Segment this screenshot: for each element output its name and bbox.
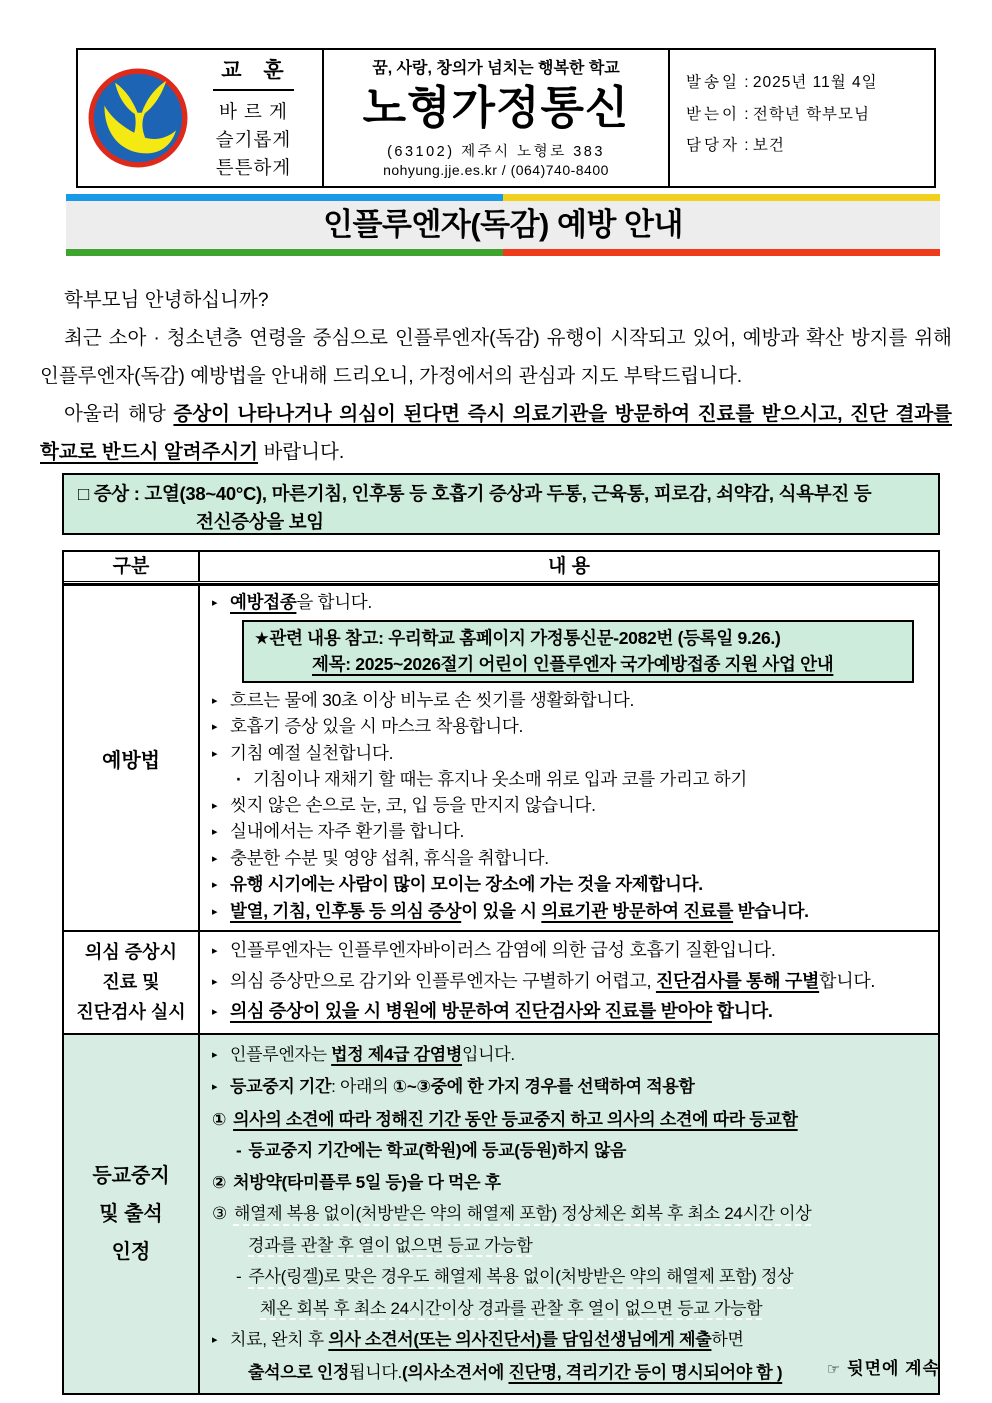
content-line: ③ 해열제 복용 없이(처방받은 약의 해열제 포함) 정상체온 회복 후 최소 24시간 이상 bbox=[206, 1198, 934, 1230]
checkbox-square-icon: □ 증상 : bbox=[78, 483, 145, 504]
content-line: ▸ 씻지 않은 손으로 눈, 코, 입 등을 만지지 않습니다. bbox=[206, 793, 934, 820]
bullet-triangle-icon: ▸ bbox=[212, 879, 218, 891]
reference-box bbox=[242, 620, 914, 683]
row-label-line: 예방법 bbox=[102, 749, 160, 772]
content-line: ▸ 등교중지 기간: 아래의 ①~③중에 한 가지 경우를 선택하여 적용함 bbox=[206, 1071, 934, 1104]
row-label-diagnosis bbox=[64, 932, 200, 1033]
content-line: ② 처방약(타미플루 5일 등)을 다 먹은 후 bbox=[206, 1167, 934, 1199]
content-line: ▸ 인플루엔자는 인플루엔자바이러스 감염에 의한 급성 호흡기 질환입니다. bbox=[206, 936, 934, 967]
content-line: ▸ 발열, 기침, 인후통 등 의심 증상이 있을 시 의료기관 방문하여 진료를 받습니다. bbox=[206, 899, 934, 926]
row-label-school-absence bbox=[64, 1035, 200, 1394]
table-header-content: 내 용 bbox=[548, 556, 590, 577]
school-slogan: 꿈, 사랑, 창의가 넘치는 행복한 학교 bbox=[372, 60, 620, 77]
table-row-school-absence bbox=[64, 1033, 938, 1394]
row-content-diagnosis bbox=[200, 932, 938, 1033]
motto-line: 튼튼하게 bbox=[215, 157, 292, 178]
bullet-triangle-icon: ▸ bbox=[212, 799, 218, 812]
content-line: ▸ 예방접종을 합니다. bbox=[206, 590, 934, 617]
paragraph: 최근 소아 · 청소년층 연령을 중심으로 인플루엔자(독감) 유행이 시작되고 있어, 예방과 확산 방지를 위해 인플루엔자(독감) 예방법을 안내해 드리오니, 가정에서의 관심과 지도 부탁드립니다. bbox=[40, 327, 952, 387]
content-line: ▸ 충분한 수분 및 영양 섭취, 휴식을 취합니다. bbox=[206, 846, 934, 873]
content-line: ▸ 의심 증상이 있을 시 병원에 방문하여 진단검사와 진료를 받아야 합니다. bbox=[206, 997, 934, 1028]
content-line: ▸ 흐르는 물에 30초 이상 비누로 손 씻기를 생활화합니다. bbox=[206, 688, 934, 715]
bullet-triangle-icon: ▸ bbox=[212, 747, 218, 760]
masthead bbox=[76, 48, 936, 188]
table-row-prevention bbox=[64, 584, 938, 930]
bullet-triangle-icon: ▸ bbox=[212, 1048, 218, 1061]
content-line: · 기침이나 재채기 할 때는 휴지나 옷소매 위로 입과 코를 가리고 하기 bbox=[206, 767, 934, 793]
content-line: - 주사(링겔)로 맞은 경우도 해열제 복용 없이(처방받은 약의 해열제 포함) 정상 bbox=[206, 1261, 934, 1293]
list-marker: ② bbox=[212, 1172, 227, 1192]
content-line: ▸ 의심 증상만으로 감기와 인플루엔자는 구별하기 어렵고, 진단검사를 통해 구별합니다. bbox=[206, 967, 934, 998]
bullet-triangle-icon: ▸ bbox=[212, 1334, 218, 1346]
row-label-prevention bbox=[64, 586, 200, 930]
bullet-triangle-icon: ▸ bbox=[212, 852, 218, 865]
table-header-category: 구분 bbox=[64, 552, 200, 581]
school-contact: nohyung.jje.es.kr / (064)740-8400 bbox=[383, 162, 609, 178]
content-line: ▸ 실내에서는 자주 환기를 합니다. bbox=[206, 819, 934, 846]
banner-bar-bottom-right bbox=[503, 249, 940, 256]
content-line: ▸ 치료, 완치 후 의사 소견서(또는 의사진단서)를 담임선생님에게 제출하면 bbox=[206, 1324, 934, 1357]
paragraph: 아울러 해당 증상이 나타나거나 의심이 된다면 즉시 의료기관을 방문하여 진료를 받으시고, 진단 결과를 학교로 반드시 알려주시기 바랍니다. bbox=[40, 403, 952, 463]
list-marker: - bbox=[236, 1267, 242, 1286]
row-label-line: 의심 증상시 bbox=[85, 942, 177, 963]
row-content-school-absence bbox=[200, 1035, 938, 1394]
title-banner bbox=[66, 194, 940, 256]
content-line: ▸ 유행 시기에는 사람이 많이 모이는 장소에 가는 것을 자제합니다. bbox=[206, 872, 934, 899]
table-row-diagnosis bbox=[64, 930, 938, 1033]
content-line: ▸ 기침 예절 실천합니다. bbox=[206, 741, 934, 768]
dispatch-date-row: 발송일 : 2025년 11월 4일 bbox=[686, 74, 878, 91]
school-motto bbox=[191, 54, 322, 182]
list-marker: ① bbox=[212, 1109, 227, 1129]
continued-text: 뒷면에 계속 bbox=[847, 1359, 940, 1378]
row-label-line: 진료 및 bbox=[102, 972, 160, 993]
bullet-triangle-icon: ▸ bbox=[212, 826, 218, 838]
bullet-triangle-icon: ▸ bbox=[212, 721, 218, 733]
content-table bbox=[62, 550, 940, 1395]
banner-bar-top bbox=[66, 194, 940, 201]
banner-bar-top-left bbox=[66, 194, 503, 201]
content-line: ① 의사의 소견에 따라 정해진 기간 동안 등교중지 하고 의사의 소견에 따라 등교함 bbox=[206, 1104, 934, 1136]
content-line: 경과를 관찰 후 열이 없으면 등교 가능함 bbox=[248, 1235, 533, 1255]
bullet-triangle-icon: ▸ bbox=[212, 975, 218, 988]
bullet-triangle-icon: ▸ bbox=[212, 694, 218, 707]
banner-bar-bottom bbox=[66, 249, 940, 256]
school-logo-icon bbox=[85, 65, 191, 171]
motto-title: 교 훈 bbox=[213, 54, 293, 91]
motto-line: 슬기롭게 bbox=[215, 129, 292, 150]
bullet-triangle-icon: ▸ bbox=[212, 905, 218, 918]
motto-line: 바 르 게 bbox=[219, 101, 288, 122]
bullet-triangle-icon: ▸ bbox=[212, 597, 218, 609]
table-header-row bbox=[64, 552, 938, 584]
reference-box-line: ★관련 내용 참고: 우리학교 홈페이지 가정통신문-2082번 (등록일 9.26.) bbox=[254, 627, 781, 648]
motto-section bbox=[78, 50, 324, 186]
row-label-line: 인정 bbox=[111, 1240, 151, 1263]
newsletter-title: 노형가정통신 bbox=[362, 82, 630, 133]
paragraph: 학부모님 안녕하십니까? bbox=[64, 289, 269, 311]
symptom-box bbox=[62, 473, 940, 535]
content-line: ▸ 호흡기 증상 있을 시 마스크 착용합니다. bbox=[206, 714, 934, 741]
row-label-line: 등교중지 bbox=[92, 1164, 170, 1187]
list-marker: ③ bbox=[212, 1204, 227, 1223]
list-marker: - bbox=[236, 1141, 242, 1160]
bullet-triangle-icon: ▸ bbox=[212, 1081, 218, 1093]
symptom-text: □ 증상 : 고열(38~40°C), 마른기침, 인후통 등 호흡기 증상과 두통, 근육통, 피로감, 쇠약감, 식욕부진 등 전신증상을 보임 bbox=[78, 483, 872, 532]
recipient-row: 받는이 : 전학년 학부모님 bbox=[686, 105, 870, 123]
content-line: 체온 회복 후 최소 24시간이상 경과를 관찰 후 열이 없으면 등교 가능함 bbox=[260, 1298, 763, 1318]
banner-bar-top-right bbox=[503, 194, 940, 201]
continued-note bbox=[827, 1354, 940, 1379]
content-line: - 등교중지 기간에는 학교(학원)에 등교(등원)하지 않음 bbox=[206, 1135, 934, 1167]
contact-person-row: 담당자 : 보건 bbox=[686, 137, 785, 154]
bullet-dot-icon: · bbox=[236, 769, 242, 789]
bullet-triangle-icon: ▸ bbox=[212, 1006, 218, 1018]
bullet-triangle-icon: ▸ bbox=[212, 945, 218, 957]
row-content-prevention bbox=[200, 586, 938, 930]
school-address: (63102) 제주시 노형로 383 bbox=[387, 144, 605, 160]
banner-bar-bottom-left bbox=[66, 249, 503, 256]
row-label-line: 진단검사 실시 bbox=[76, 1002, 186, 1023]
content-line: 출석으로 인정됩니다.(의사소견서에 진단명, 격리기간 등이 명시되어야 함 ) bbox=[248, 1362, 783, 1382]
dispatch-info-section bbox=[670, 50, 934, 186]
reference-box-line: 제목: 2025~2026절기 어린이 인플루엔자 국가예방접종 지원 사업 안내 bbox=[312, 653, 834, 674]
pointing-hand-icon: ☞ bbox=[826, 1361, 842, 1378]
body-paragraphs bbox=[40, 281, 952, 471]
content-line: ▸ 인플루엔자는 법정 제4급 감염병입니다. bbox=[206, 1039, 934, 1072]
newsletter-title-section bbox=[324, 50, 670, 186]
row-label-line: 및 출석 bbox=[99, 1202, 163, 1225]
page-title: 인플루엔자(독감) 예방 안내 bbox=[66, 201, 940, 249]
